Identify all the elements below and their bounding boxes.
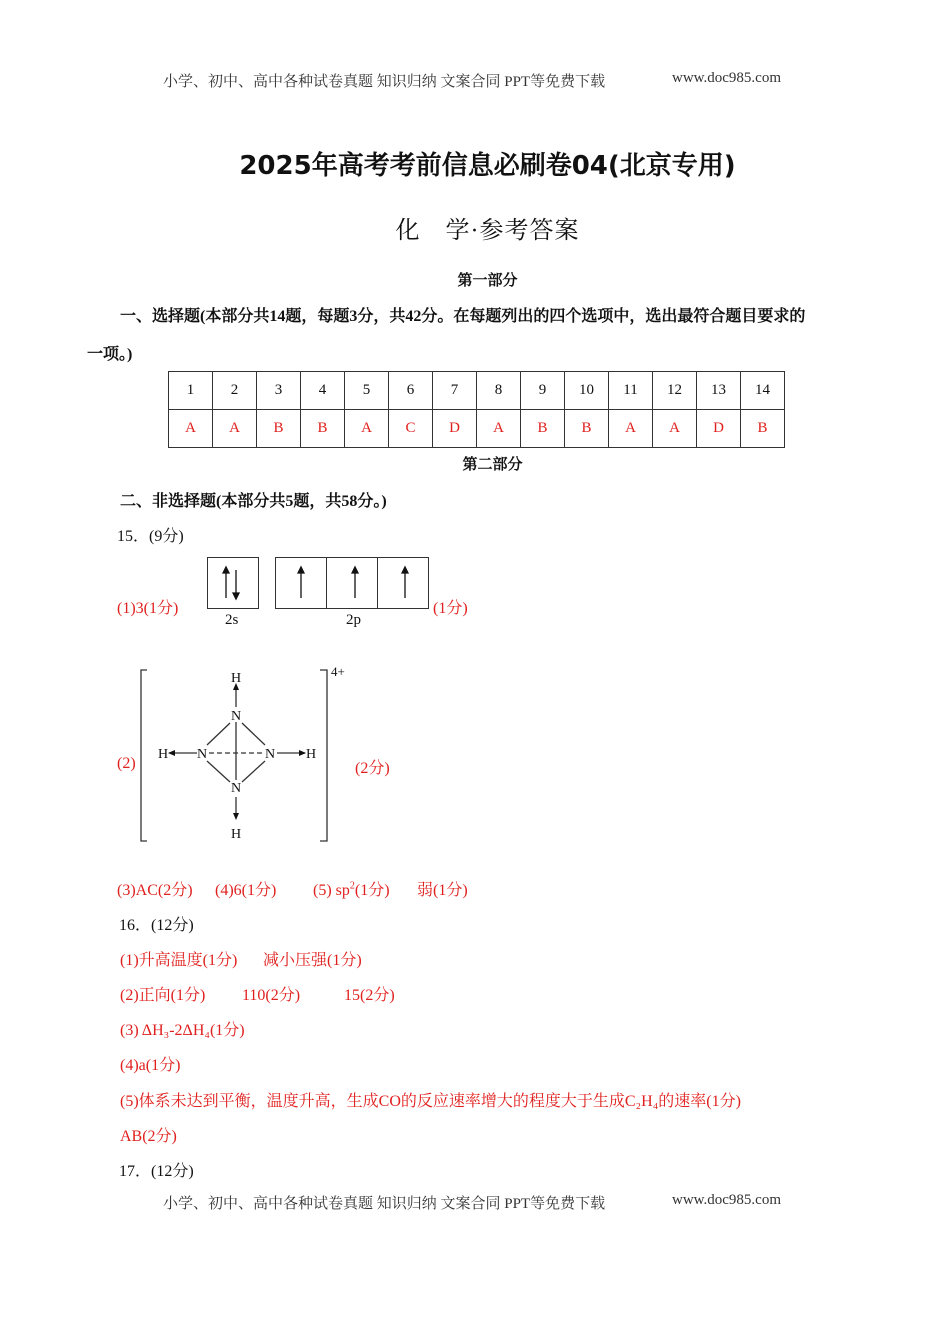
ion-charge: 4+ bbox=[331, 664, 345, 679]
q15-answer-5b: 弱(1分) bbox=[417, 882, 468, 899]
orbital-box-2p-1 bbox=[275, 557, 327, 609]
question-number-cell: 10 bbox=[565, 372, 609, 410]
footer-text: 小学、初中、高中各种试卷真题 知识归纳 文案合同 PPT等免费下载 bbox=[163, 1196, 606, 1212]
part1-instruction: 一、选择题(本部分共14题，每题3分，共42分。在每题列出的四个选项中，选出最符合题目要求的 bbox=[120, 308, 806, 325]
q15-answer-5-text: (5) sp bbox=[313, 882, 350, 899]
page-title: 2025年高考考前信息必刷卷04(北京专用) bbox=[239, 151, 736, 181]
question-number-cell: 1 bbox=[169, 372, 213, 410]
answer-cell: A bbox=[345, 410, 389, 448]
question-number-cell: 4 bbox=[301, 372, 345, 410]
question-number-cell: 8 bbox=[477, 372, 521, 410]
q16-answer-1a: (1)升高温度(1分) bbox=[120, 952, 238, 969]
answer-cell: A bbox=[477, 410, 521, 448]
q15-label: 15．(9分) bbox=[117, 528, 184, 545]
q15-answer-3: (3)AC(2分) bbox=[117, 882, 193, 899]
question-number-row bbox=[169, 372, 785, 410]
orbital-box-2s bbox=[207, 557, 259, 609]
page-subtitle: 化 学·参考答案 bbox=[395, 218, 580, 244]
question-number-cell: 5 bbox=[345, 372, 389, 410]
atom-h: H bbox=[230, 827, 242, 842]
part1-heading: 第一部分 bbox=[457, 273, 518, 289]
orbital-label-2p: 2p bbox=[346, 612, 361, 628]
q15-answer-2-score: (2分) bbox=[355, 760, 390, 777]
atom-n: N bbox=[230, 709, 242, 724]
q17-label: 17．(12分) bbox=[119, 1163, 194, 1180]
structure-diagram bbox=[135, 665, 335, 845]
answer-cell: A bbox=[213, 410, 257, 448]
answer-cell: B bbox=[301, 410, 345, 448]
q16-answer-6: AB(2分) bbox=[120, 1128, 177, 1145]
q16-answer-4: (4)a(1分) bbox=[120, 1057, 181, 1074]
answer-cell: A bbox=[169, 410, 213, 448]
question-number-cell: 7 bbox=[433, 372, 477, 410]
orbital-label-2s: 2s bbox=[225, 612, 239, 628]
atom-h: H bbox=[230, 671, 242, 686]
q15-answer-5-score: (1分) bbox=[354, 882, 390, 899]
q15-answer-1: (1)3(1分) bbox=[117, 600, 179, 617]
orbital-box-2p-3 bbox=[377, 557, 429, 609]
q16-label: 16．(12分) bbox=[119, 917, 194, 934]
q16-answer-2a: (2)正向(1分) bbox=[120, 987, 206, 1004]
question-number-cell: 3 bbox=[257, 372, 301, 410]
q15-answer-5 bbox=[313, 877, 390, 900]
answer-table bbox=[168, 371, 785, 448]
atom-h: H bbox=[305, 747, 317, 762]
q16-answer-5: (5)体系未达到平衡，温度升高，生成CO的反应速率增大的程度大于生成C₂H₄的速率(1分) bbox=[120, 1093, 741, 1110]
answer-cell: B bbox=[257, 410, 301, 448]
question-number-cell: 14 bbox=[741, 372, 785, 410]
question-number-cell: 6 bbox=[389, 372, 433, 410]
q15-answer-4: (4)6(1分) bbox=[215, 882, 277, 899]
question-number-cell: 9 bbox=[521, 372, 565, 410]
orbital-box-2p-2 bbox=[326, 557, 378, 609]
answer-cell: D bbox=[433, 410, 477, 448]
answer-cell: A bbox=[609, 410, 653, 448]
question-number-cell: 12 bbox=[653, 372, 697, 410]
answer-cell: B bbox=[565, 410, 609, 448]
q16-answer-1b: 减小压强(1分) bbox=[263, 952, 362, 969]
answer-cell: C bbox=[389, 410, 433, 448]
answer-row bbox=[169, 410, 785, 448]
q16-answer-2c: 15(2分) bbox=[344, 987, 395, 1004]
header-text: 小学、初中、高中各种试卷真题 知识归纳 文案合同 PPT等免费下载 bbox=[163, 74, 606, 90]
part2-instruction: 二、非选择题(本部分共5题，共58分。) bbox=[120, 493, 387, 510]
part1-instruction-cont: 一项。) bbox=[87, 346, 133, 363]
atom-n: N bbox=[196, 747, 208, 762]
answer-cell: B bbox=[741, 410, 785, 448]
atom-n: N bbox=[230, 781, 242, 796]
question-number-cell: 11 bbox=[609, 372, 653, 410]
atom-n: N bbox=[264, 747, 276, 762]
q15-answer-2: (2) bbox=[117, 755, 136, 772]
q15-answer-1-score: (1分) bbox=[433, 600, 468, 617]
atom-h: H bbox=[157, 747, 169, 762]
header-link[interactable]: www.doc985.com bbox=[672, 70, 782, 86]
question-number-cell: 13 bbox=[697, 372, 741, 410]
question-number-cell: 2 bbox=[213, 372, 257, 410]
q16-answer-2b: 110(2分) bbox=[242, 987, 301, 1004]
part2-heading: 第二部分 bbox=[462, 457, 523, 473]
answer-cell: B bbox=[521, 410, 565, 448]
superscript: 2 bbox=[349, 880, 355, 892]
footer-link[interactable]: www.doc985.com bbox=[672, 1192, 782, 1208]
answer-cell: D bbox=[697, 410, 741, 448]
q16-answer-3: (3) ΔH₃-2ΔH₄(1分) bbox=[120, 1022, 245, 1039]
answer-cell: A bbox=[653, 410, 697, 448]
